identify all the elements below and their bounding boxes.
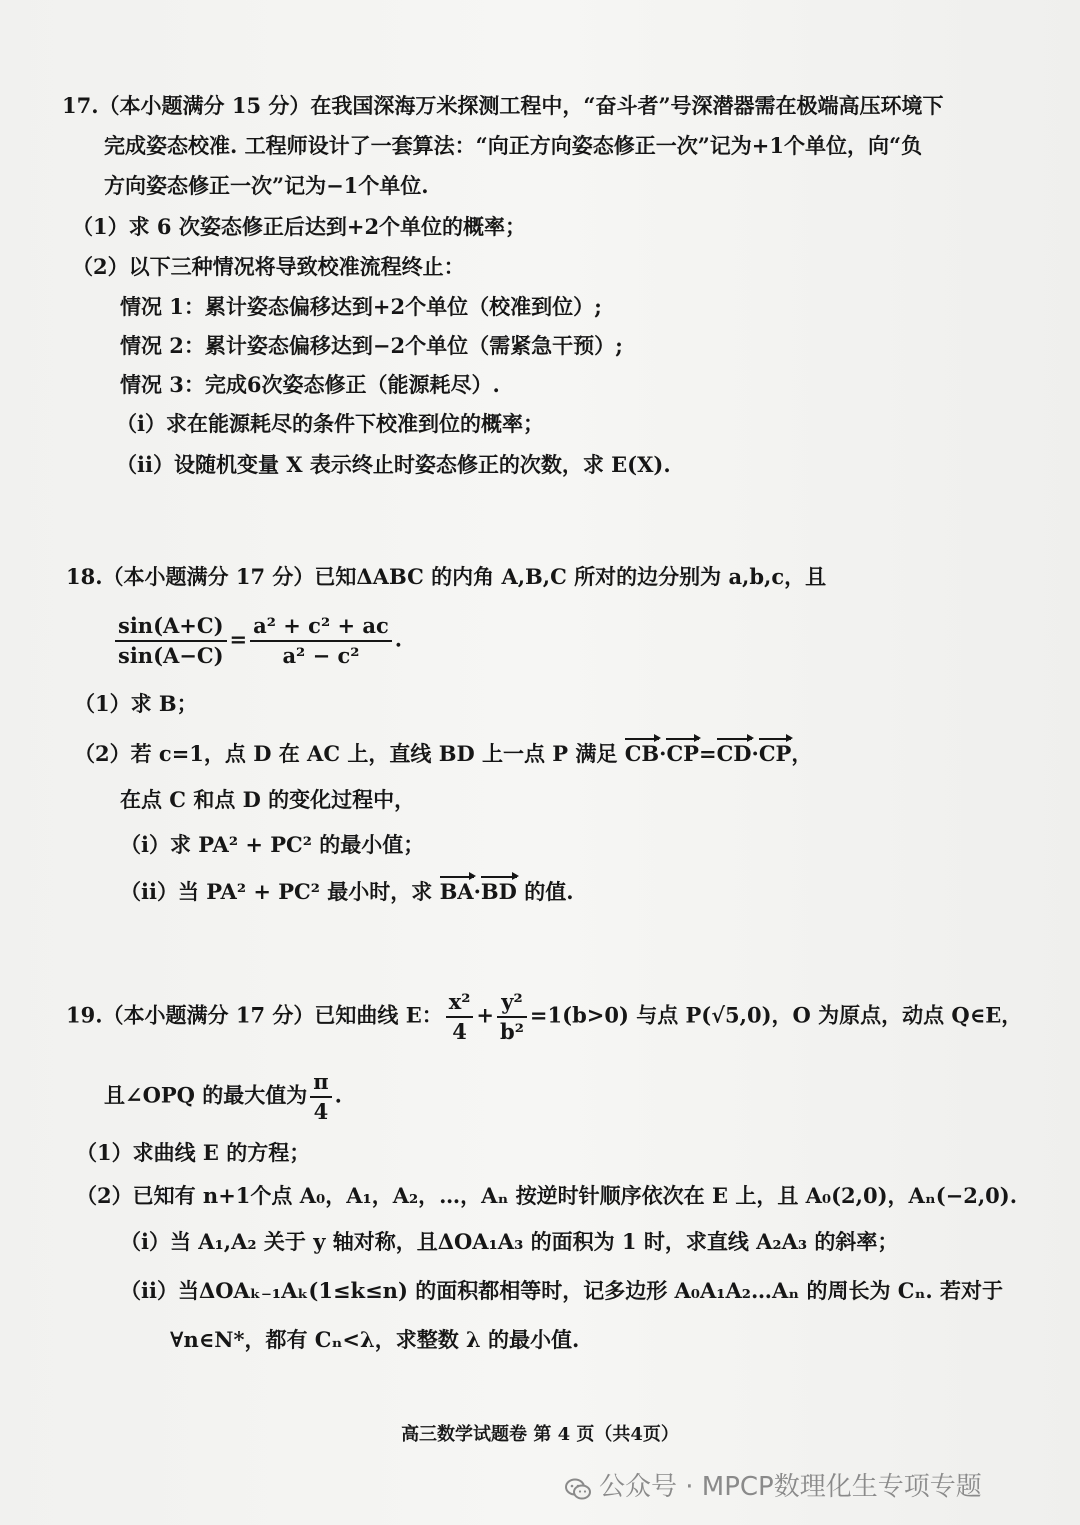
q18-sub-ii-end: 的值.: [516, 879, 574, 904]
q19-line-1-text: 19.（本小题满分 17 分）已知曲线 E：: [66, 1002, 443, 1028]
q19-sub-i: （i）当 A₁,A₂ 关于 y 轴对称，且ΔOA₁A₃ 的面积为 1 时，求直线 A₂A₃ 的斜率；: [120, 1229, 899, 1254]
vector-cp-2: CP: [758, 741, 792, 766]
q19-line-2: [104, 1068, 342, 1126]
watermark: [565, 1466, 1080, 1506]
q17-line-3: 方向姿态修正一次”记为−1个单位.: [104, 173, 429, 198]
q19-fraction-y: [497, 988, 527, 1046]
wechat-icon: [565, 1477, 591, 1499]
q18-part-2-line-2: 在点 C 和点 D 的变化过程中，: [120, 787, 416, 812]
q19-frac-pi-num: π: [310, 1068, 331, 1098]
dot-op: ·: [659, 741, 667, 766]
q18-frac-right-num: a² + c² + ac: [250, 612, 392, 642]
q19-part-1: （1）求曲线 E 的方程；: [76, 1140, 311, 1165]
q18-fraction-right: [250, 612, 392, 670]
q17-part-1: （1）求 6 次姿态修正后达到+2个单位的概率；: [72, 214, 527, 239]
q18-sub-ii: [120, 878, 574, 906]
q17-sub-ii: （ii）设随机变量 X 表示终止时姿态修正的次数，求 E(X).: [116, 452, 671, 477]
q18-sub-i: （i）求 PA² + PC² 的最小值；: [120, 832, 425, 857]
q18-sub-ii-text: （ii）当 PA² + PC² 最小时，求: [120, 879, 440, 904]
q17-case-2: 情况 2：累计姿态偏移达到−2个单位（需紧急干预）;: [120, 333, 623, 358]
vector-cb: CB: [624, 741, 660, 766]
q18-part-2-end: ，: [791, 741, 813, 766]
q19-plus: +: [476, 1002, 495, 1028]
q18-frac-right-den: a² − c²: [282, 643, 360, 668]
q18-line-1: 18.（本小题满分 17 分）已知ΔABC 的内角 A,B,C 所对的边分别为 a,b,c，且: [66, 564, 827, 589]
q19-sub-ii-line-2: ∀n∈N*，都有 Cₙ<λ，求整数 λ 的最小值.: [170, 1327, 580, 1352]
dot-op-3: ·: [473, 879, 481, 904]
dot-op-2: ·: [751, 741, 759, 766]
q19-fraction-x: [446, 988, 474, 1046]
q19-line-1: [66, 988, 1022, 1046]
q17-line-1: 17.（本小题满分 15 分）在我国深海万米探测工程中，“奋斗者”号深潜器需在极端高压环境下: [62, 93, 944, 118]
q19-frac-x-num: x²: [446, 988, 474, 1018]
q17-case-3: 情况 3：完成6次姿态修正（能源耗尽）.: [120, 372, 500, 397]
q19-part-2: （2）已知有 n+1个点 A₀，A₁，A₂，…，Aₙ 按逆时针顺序依次在 E 上，且 A₀(2,0)，Aₙ(−2,0).: [76, 1183, 1018, 1208]
eq-op: =: [698, 741, 717, 766]
q18-fraction-left: [115, 612, 227, 670]
q18-part-2: [74, 740, 812, 768]
watermark-text: 公众号 · MPCP数理化生专项专题: [599, 1472, 982, 1502]
q19-fraction-pi: [310, 1068, 331, 1126]
q18-frac-left-num: sin(A+C): [115, 612, 227, 642]
q19-frac-y-den: b²: [500, 1019, 524, 1044]
q18-eq-end: .: [394, 626, 403, 652]
q19-sub-ii-line-1: （ii）当ΔOAₖ₋₁Aₖ(1≤k≤n) 的面积都相等时，记多边形 A₀A₁A₂…Aₙ 的周长为 Cₙ. 若对于: [120, 1278, 1004, 1303]
q19-line-1-rest: =1(b>0) 与点 P(√5,0)，O 为原点，动点 Q∈E，: [529, 1002, 1023, 1028]
vector-cp: CP: [666, 741, 699, 766]
q18-part-2-text: （2）若 c=1，点 D 在 AC 上，直线 BD 上一点 P 满足: [74, 741, 625, 766]
q17-part-2: （2）以下三种情况将导致校准流程终止：: [72, 254, 465, 279]
q19-frac-y-num: y²: [497, 988, 527, 1018]
q17-case-1: 情况 1：累计姿态偏移达到+2个单位（校准到位）;: [120, 294, 602, 319]
vector-bd: BD: [480, 879, 517, 904]
q18-eq-sign: =: [229, 626, 248, 652]
q18-part-1: （1）求 B；: [74, 691, 198, 716]
q19-frac-pi-den: 4: [313, 1099, 329, 1124]
q17-sub-i: （i）求在能源耗尽的条件下校准到位的概率；: [116, 411, 544, 436]
q19-frac-x-den: 4: [452, 1019, 467, 1044]
q17-line-2: 完成姿态校准. 工程师设计了一套算法：“向正方向姿态修正一次”记为+1个单位，向“负: [104, 133, 923, 158]
q18-equation: [112, 612, 402, 670]
vector-ba: BA: [439, 879, 474, 904]
q19-line-2-text: 且∠OPQ 的最大值为: [104, 1082, 308, 1108]
page-footer: 高三数学试题卷 第 4 页（共4页）: [401, 1424, 679, 1445]
vector-cd: CD: [716, 741, 752, 766]
q19-line-2-end: .: [334, 1082, 342, 1108]
q18-frac-left-den: sin(A−C): [118, 643, 224, 668]
